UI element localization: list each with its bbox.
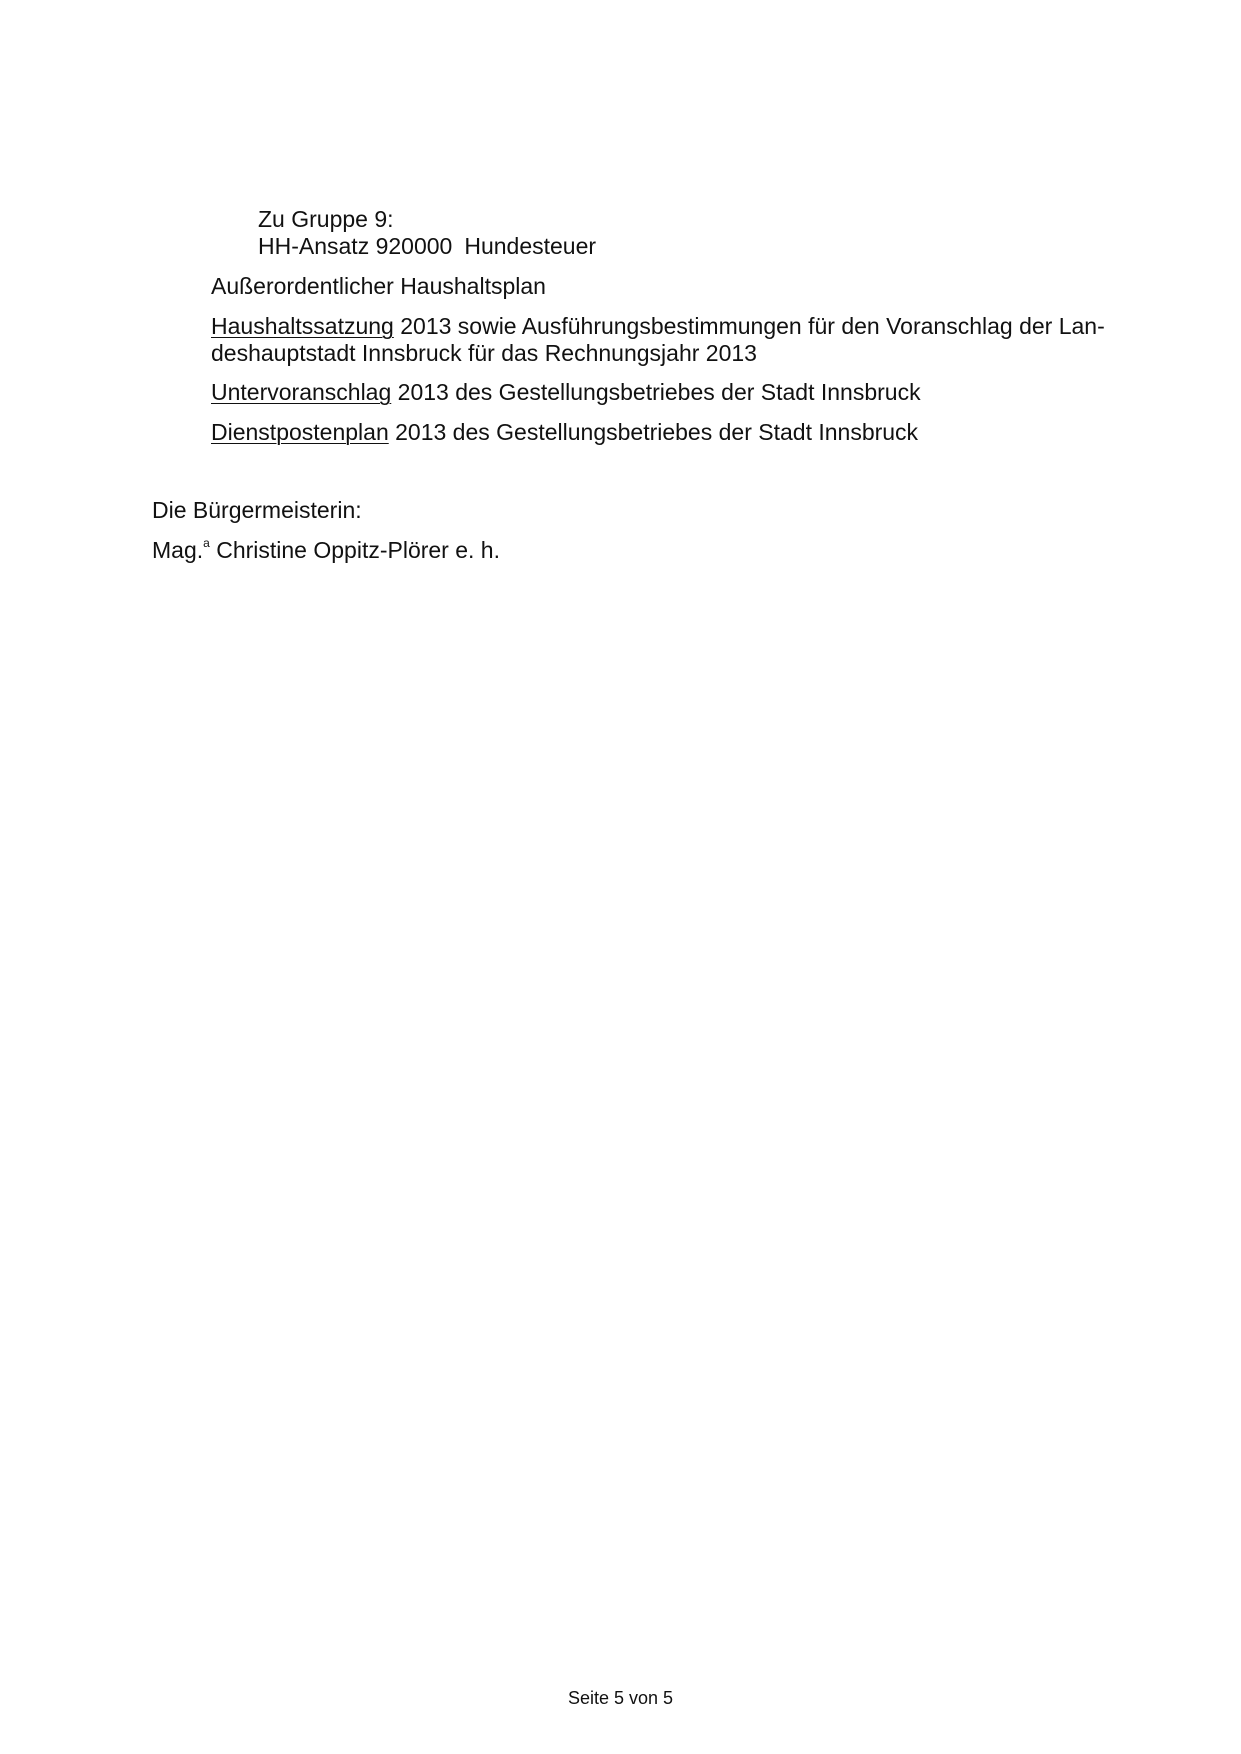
untervoranschlag-underlined: Untervoranschlag bbox=[211, 379, 392, 405]
signature-name-line bbox=[152, 537, 500, 564]
untervoranschlag-rest: 2013 des Gestellungsbetriebes der Stadt Innsbruck bbox=[391, 379, 921, 405]
dienstpostenplan-rest: 2013 des Gestellungsbetriebes der Stadt Innsbruck bbox=[388, 419, 919, 445]
dienstpostenplan-item bbox=[211, 419, 918, 446]
ao-haushaltsplan-item: Außerordentlicher Haushaltsplan bbox=[211, 273, 546, 299]
gruppe-ansatz-line bbox=[258, 233, 596, 260]
gruppe-heading: Zu Gruppe 9: bbox=[258, 206, 394, 232]
haushaltssatzung-line1 bbox=[211, 313, 1105, 340]
signature-title-prefix: Mag. bbox=[152, 537, 204, 563]
haushaltssatzung-line2: deshauptstadt Innsbruck für das Rechnungsjahr 2013 bbox=[211, 340, 757, 366]
signature-title-sup: a bbox=[203, 536, 210, 550]
ansatz-label: HH-Ansatz 920000 bbox=[258, 233, 453, 259]
signature-name: Christine Oppitz-Plörer e. h. bbox=[209, 537, 500, 563]
untervoranschlag-item bbox=[211, 379, 921, 406]
haushaltssatzung-underlined: Haushaltssatzung bbox=[211, 313, 394, 339]
page-footer: Seite 5 von 5 bbox=[567, 1688, 674, 1708]
signature-role: Die Bürgermeisterin: bbox=[152, 497, 362, 523]
dienstpostenplan-underlined: Dienstpostenplan bbox=[211, 419, 389, 445]
ansatz-value: Hundesteuer bbox=[464, 233, 597, 259]
haushaltssatzung-rest: 2013 sowie Ausführungsbestimmungen für den Voranschlag der Lan- bbox=[393, 313, 1105, 339]
